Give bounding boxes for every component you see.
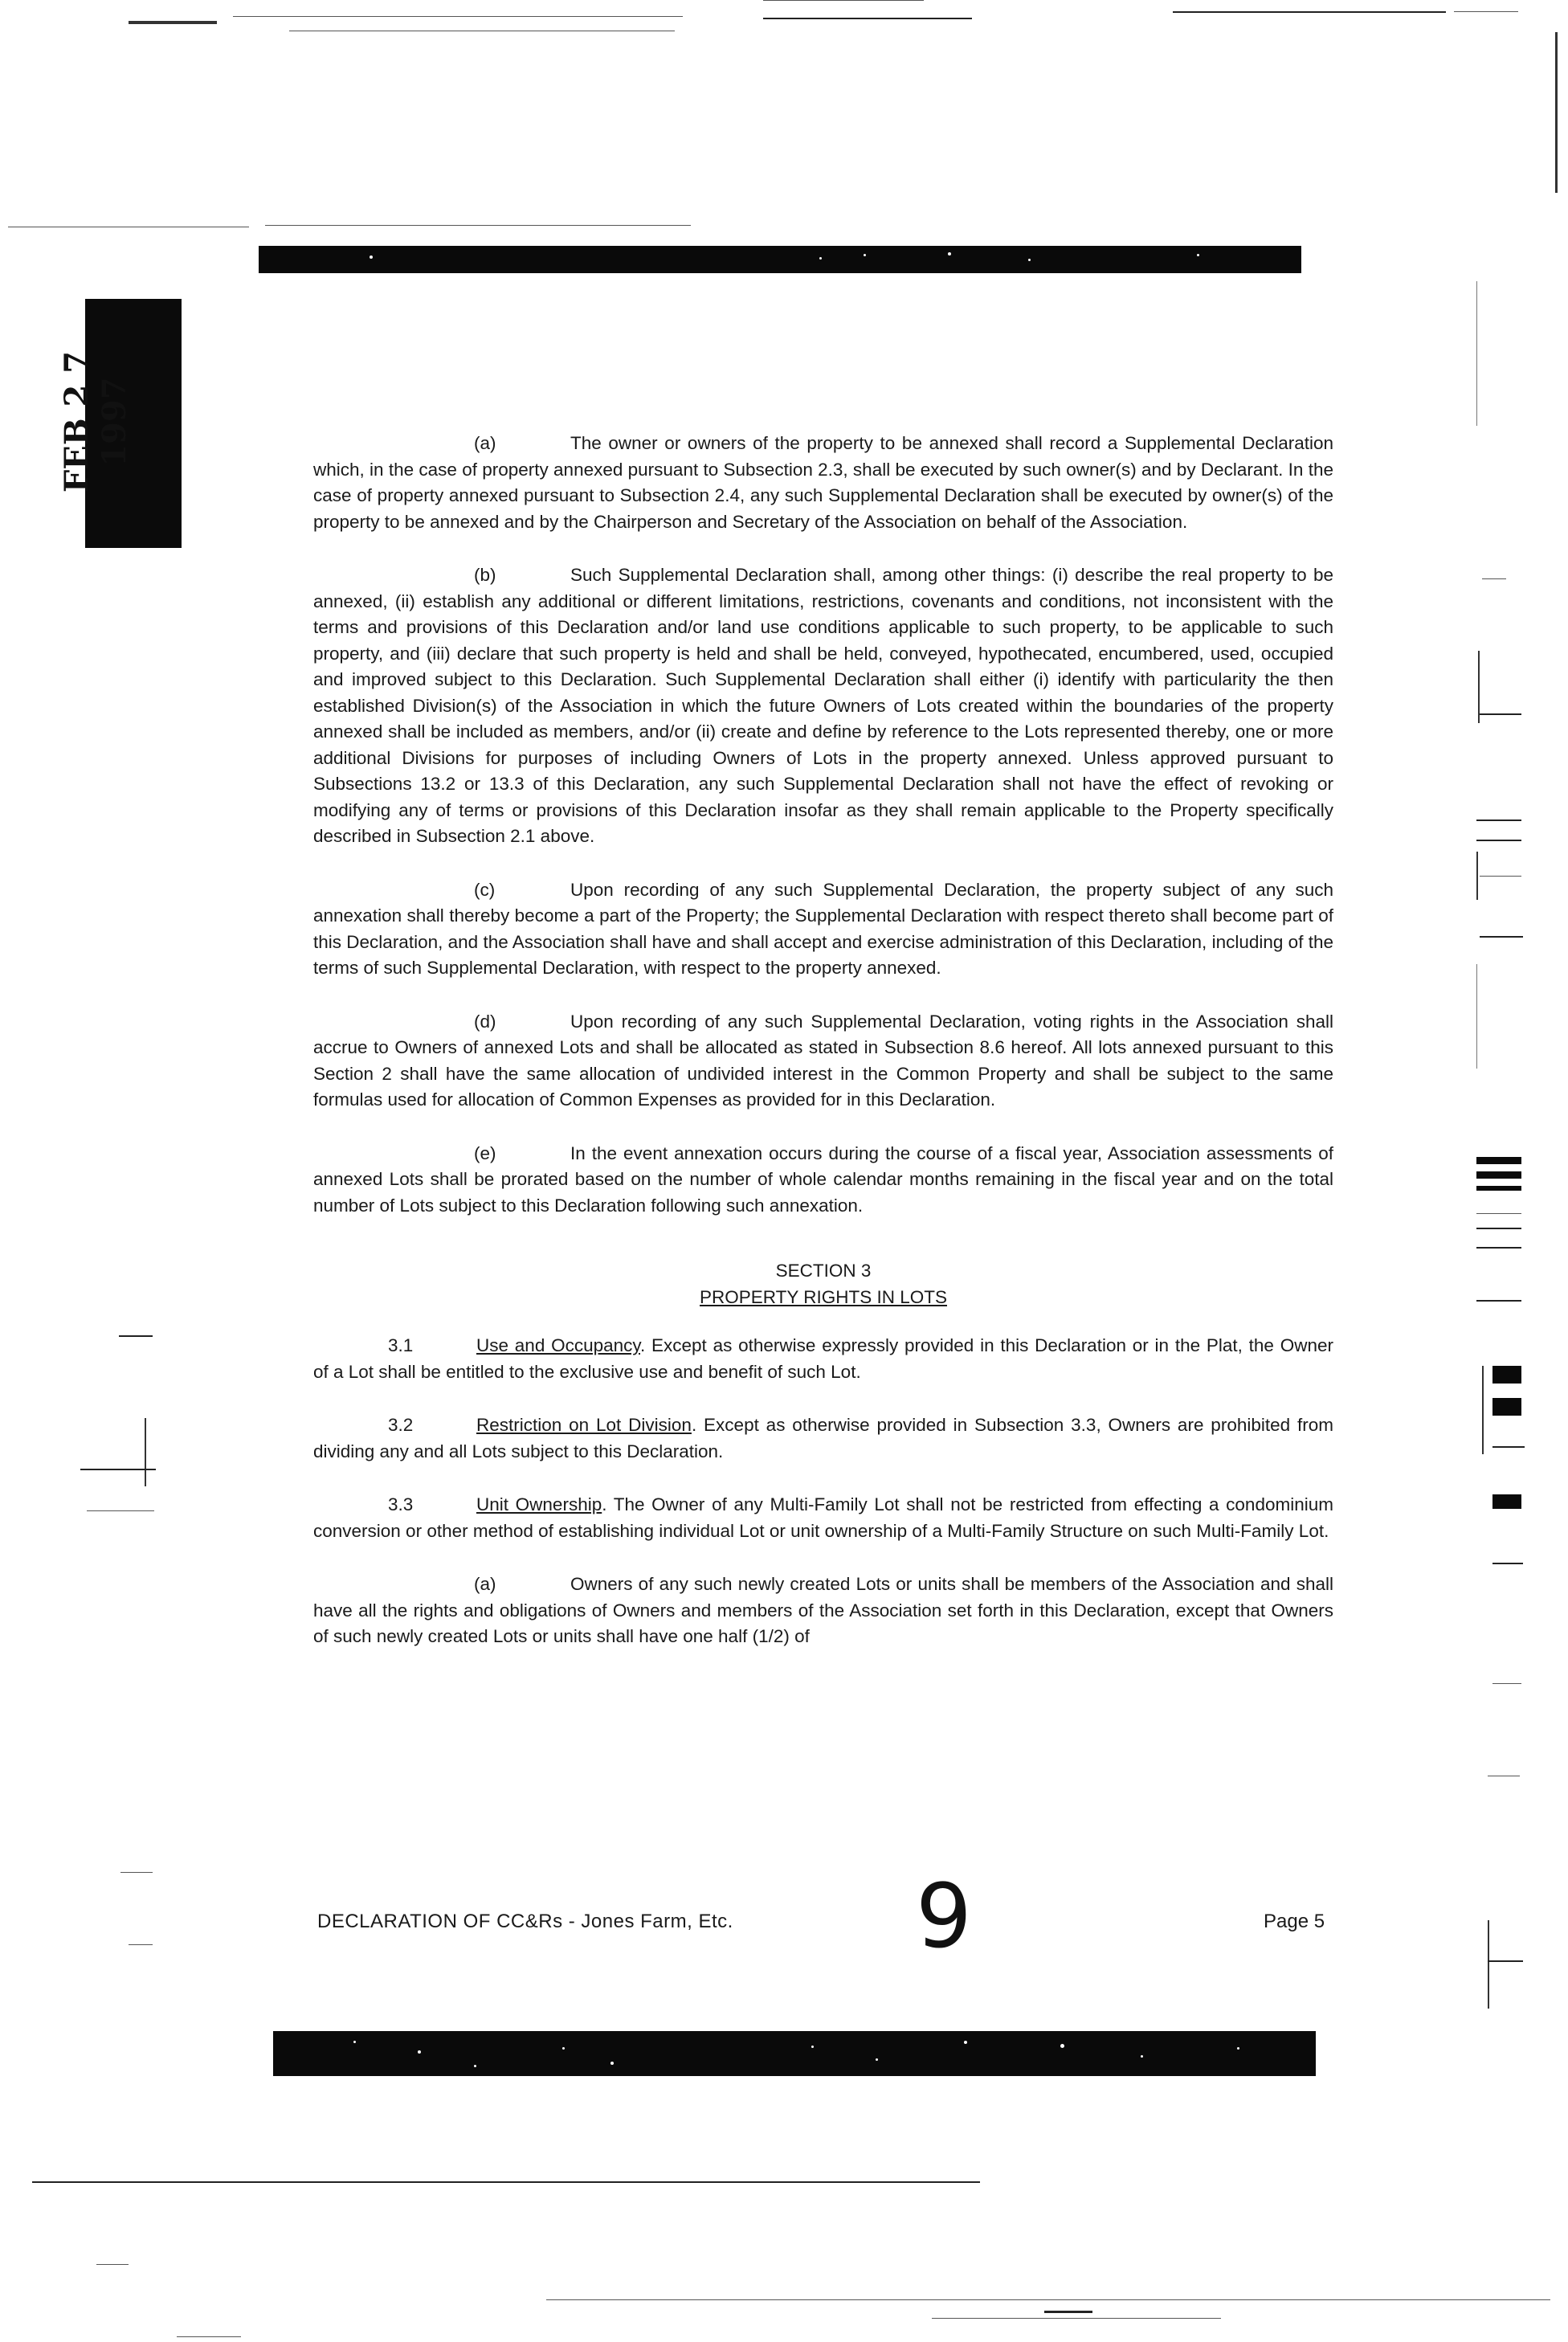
band-speck xyxy=(1237,2047,1239,2050)
scan-top-artifact-6 xyxy=(1173,11,1446,13)
handwritten-page-mark: 9 xyxy=(916,1865,972,1968)
paragraph-label: (a) xyxy=(474,433,496,453)
band-speck xyxy=(964,2041,967,2044)
band-speck xyxy=(610,2062,614,2065)
clause-number: 3.2 xyxy=(388,1415,414,1435)
band-speck xyxy=(1060,2044,1064,2048)
band-speck xyxy=(370,255,373,259)
margin-mark xyxy=(1482,578,1506,579)
margin-mark xyxy=(1476,1300,1521,1302)
document-body xyxy=(313,431,1333,1678)
paragraph-b xyxy=(313,562,1333,850)
margin-mark xyxy=(1492,1446,1525,1448)
band-speck xyxy=(418,2050,421,2054)
subclause-label: (a) xyxy=(474,1574,496,1594)
footer-document-title: DECLARATION OF CC&Rs - Jones Farm, Etc. xyxy=(317,1911,733,1932)
band-speck xyxy=(1197,254,1199,256)
clause-text: . The Owner of any Multi-Family Lot shall not be restricted from effecting a condominium conversion or other method of establishing individual Lot or unit ownership of a Multi-Family Structure on such Multi-Family Lot. xyxy=(313,1494,1333,1541)
section-heading xyxy=(313,1257,1333,1310)
margin-bar xyxy=(1476,1157,1521,1164)
margin-mark xyxy=(1476,840,1521,841)
clause-number: 3.1 xyxy=(388,1335,414,1355)
margin-bar xyxy=(1476,1186,1521,1191)
band-speck xyxy=(353,2041,356,2043)
band-speck xyxy=(876,2058,878,2061)
paragraph-text: Upon recording of any such Supplemental Declaration, the property subject of any such annexation shall thereby become a part of the Property; the Supplemental Declaration with respect thereto shall become part of this Declaration, and the Association shall have and shall accept and exercise administration of this Declaration, including of the terms of such Supplemental Declaration, with respect to the property annexed. xyxy=(313,879,1333,978)
paragraph-c xyxy=(313,877,1333,982)
paragraph-a xyxy=(313,431,1333,535)
scan-right-edge xyxy=(1555,32,1558,193)
scan-bottom-rule xyxy=(177,2336,241,2337)
bottom-black-band xyxy=(273,2031,1316,2076)
clause-number: 3.3 xyxy=(388,1494,414,1514)
margin-mark xyxy=(1488,1920,1489,2009)
scan-top-artifact-4 xyxy=(763,18,972,19)
left-margin-mark xyxy=(129,1944,153,1945)
clause-3-1 xyxy=(313,1333,1333,1385)
margin-mark xyxy=(1476,1228,1521,1229)
paragraph-label: (b) xyxy=(474,565,496,585)
scan-bottom-rule xyxy=(932,2318,1221,2319)
band-speck xyxy=(811,2046,814,2048)
subclause-text: Owners of any such newly created Lots or units shall be members of the Association and shall have all the rights and obligations of Owners and members of the Association set forth in this Declaration, except that Owners of such newly created Lots or units shall have one half (1/2) of xyxy=(313,1574,1333,1646)
band-speck xyxy=(562,2047,565,2050)
clause-text: . Except as otherwise provided in Subsection 3.3, Owners are prohibited from dividing any and all Lots subject to this Declaration. xyxy=(313,1415,1333,1461)
scan-upper-rule-2 xyxy=(265,225,691,226)
subclause-a xyxy=(313,1572,1333,1650)
margin-mark xyxy=(1488,1960,1523,1962)
margin-mark xyxy=(1476,281,1477,426)
clause-text: . Except as otherwise expressly provided in this Declaration or in the Plat, the Owner of a Lot shall be entitled to the exclusive use and benefit of such Lot. xyxy=(313,1335,1333,1382)
clause-heading: Restriction on Lot Division xyxy=(476,1415,692,1435)
left-margin-mark xyxy=(120,1872,153,1873)
clause-heading: Use and Occupancy xyxy=(476,1335,640,1355)
margin-mark xyxy=(1476,852,1478,900)
scan-top-artifact-7 xyxy=(1454,11,1518,12)
section-number: SECTION 3 xyxy=(775,1261,872,1281)
section-title: PROPERTY RIGHTS IN LOTS xyxy=(700,1287,947,1307)
scan-bottom-rule xyxy=(32,2181,980,2183)
paragraph-label: (d) xyxy=(474,1011,496,1032)
margin-bar xyxy=(1492,1398,1521,1416)
clause-3-3 xyxy=(313,1492,1333,1544)
paragraph-e xyxy=(313,1141,1333,1220)
margin-mark xyxy=(1476,1247,1521,1249)
margin-bar xyxy=(1492,1366,1521,1384)
band-speck xyxy=(1028,259,1031,261)
margin-bar xyxy=(1476,1171,1521,1179)
margin-mark xyxy=(1480,713,1521,715)
top-black-band xyxy=(259,246,1301,273)
paragraph-text: Upon recording of any such Supplemental Declaration, voting rights in the Association shall accrue to Owners of annexed Lots and shall be allocated as stated in Subsection 8.6 hereof. All lots annexed pursuant to this Section 2 shall have the same allocation of undivided interest in the Common Property and shall be subject to the same formulas used for allocation of Common Expenses as provided for in this Declaration. xyxy=(313,1011,1333,1110)
scan-bottom-rule xyxy=(546,2299,1550,2300)
left-margin-mark xyxy=(80,1469,156,1470)
margin-mark xyxy=(1476,1213,1521,1214)
date-stamp xyxy=(32,299,151,548)
band-speck xyxy=(864,254,866,256)
margin-bar xyxy=(1492,1494,1521,1509)
paragraph-text: The owner or owners of the property to be annexed shall record a Supplemental Declaration which, in the case of property annexed pursuant to Subsection 2.3, shall be executed by such owner(s) and by Declarant. In the case of property annexed pursuant to Subsection 2.4, any such Supplemental Declaration shall be executed by owner(s) of the property to be annexed and by the Chairperson and Secretary of the Association on behalf of the Association. xyxy=(313,433,1333,532)
scan-top-artifact-1 xyxy=(129,21,217,24)
margin-mark xyxy=(1480,876,1521,877)
scan-bottom-rule xyxy=(96,2264,129,2265)
footer-page-number: Page 5 xyxy=(1264,1911,1325,1932)
left-margin-mark xyxy=(87,1510,154,1511)
clause-heading: Unit Ownership xyxy=(476,1494,602,1514)
paragraph-text: In the event annexation occurs during the course of a fiscal year, Association assessments of annexed Lots shall be prorated based on the number of whole calendar months remaining in the fiscal year and on the total number of Lots subject to this Declaration following such annexation. xyxy=(313,1142,1333,1216)
paragraph-d xyxy=(313,1009,1333,1114)
band-speck xyxy=(474,2065,476,2067)
left-margin-mark xyxy=(145,1418,146,1486)
margin-mark xyxy=(1478,651,1480,723)
left-margin-mark xyxy=(119,1335,153,1337)
paragraph-label: (c) xyxy=(474,879,496,900)
margin-mark xyxy=(1482,1366,1484,1454)
margin-mark xyxy=(1492,1683,1521,1684)
band-speck xyxy=(819,257,822,260)
scan-top-artifact-5 xyxy=(763,0,924,1)
margin-mark xyxy=(1492,1563,1523,1564)
clause-3-2 xyxy=(313,1412,1333,1465)
margin-mark xyxy=(1476,819,1521,821)
paragraph-label: (e) xyxy=(474,1142,496,1163)
band-speck xyxy=(1141,2055,1143,2058)
paragraph-text: Such Supplemental Declaration shall, among other things: (i) describe the real property to be annexed, (ii) establish any additional or different limitations, restrictions, covenants and conditions, not inconsistent with the terms and provisions of this Declaration and/or land use conditions applicable to such property, to be applicable to such property, and (iii) declare that such property is held and shall be held, conveyed, hypothecated, encumbered, used, occupied and improved subject to this Declaration. Such Supplemental Declaration shall either (i) identify with particularity the then established Division(s) of the Association in which the future Owners of Lots created within the boundaries of the property annexed shall be included as members, and/or (ii) create and define by reference to the Lots represented thereby, one or more additional Divisions for purposes of including Owners of Lots in the property annexed. Unless approved pursuant to Subsections 13.2 or 13.3 of this Declaration, any such Supplemental Declaration shall not have the effect of revoking or modifying any of terms or provisions of this Declaration insofar as they shall remain applicable to the Property specifically described in Subsection 2.1 above. xyxy=(313,565,1333,846)
scan-top-artifact-2 xyxy=(233,16,683,17)
margin-mark xyxy=(1476,964,1477,1069)
stamp-date-text: FEB 2 7 1997 xyxy=(58,350,133,493)
margin-mark xyxy=(1480,936,1523,938)
scan-bottom-rule xyxy=(1044,2311,1092,2313)
band-speck xyxy=(948,252,951,255)
